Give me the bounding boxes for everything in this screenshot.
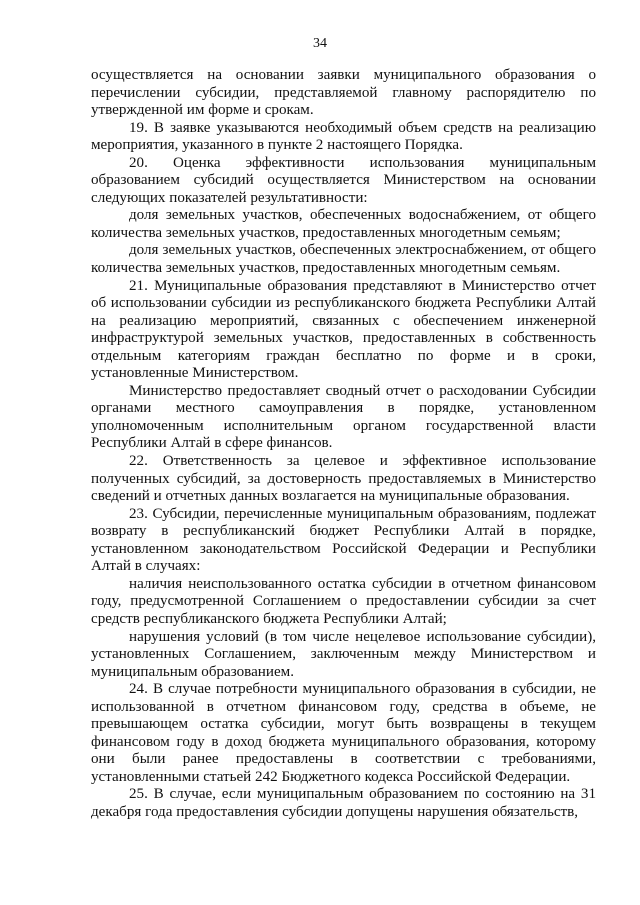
paragraph: 23. Субсидии, перечисленные муниципальным образованиям, подлежат возврату в республиканский бюджет Республики Алтай в порядке, установленном законодательством Российской Федерации и Республики Алтай в случаях: <box>91 505 596 575</box>
paragraph: 24. В случае потребности муниципального образования в субсидии, не использованной в отчетном финансовом году, средства в объеме, не превышающем остатка субсидии, могут быть возвращены в текущем финансовом году в доход бюджета муниципального образования, которому они были ранее предоставлены в соответствии с требованиями, установленными статьей 242 Бюджетного кодекса Российской Федерации. <box>91 681 596 785</box>
paragraph: 22. Ответственность за целевое и эффективное использование полученных субсидий, за достоверность предоставляемых в Министерство сведений и отчетных данных возлагается на муниципальные образования. <box>91 453 596 505</box>
page-number: 34 <box>313 36 327 51</box>
document-body <box>91 67 596 822</box>
paragraph: 25. В случае, если муниципальным образованием по состоянию на 31 декабря года предоставления субсидии допущены нарушения обязательств, <box>91 786 596 820</box>
paragraph: доля земельных участков, обеспеченных водоснабжением, от общего количества земельных участков, предоставленных многодетным семьям; <box>91 207 596 241</box>
paragraph: Министерство предоставляет сводный отчет о расходовании Субсидии органами местного самоуправления в порядке, установленном уполномоченным исполнительным органом государственной власти Республики Алтай в сфере финансов. <box>91 382 596 452</box>
paragraph: осуществляется на основании заявки муниципального образования о перечислении субсидии, представляемой главному распорядителю по утвержденной им форме и срокам. <box>91 67 596 119</box>
paragraph: 20. Оценка эффективности использования муниципальным образованием субсидий осуществляется Министерством на основании следующих показателей результативности: <box>91 154 596 206</box>
paragraph: нарушения условий (в том числе нецелевое использование субсидии), установленных Соглашением, заключенным между Министерством и муниципальным образованием. <box>91 628 596 680</box>
paragraph: 19. В заявке указываются необходимый объем средств на реализацию мероприятия, указанного в пункте 2 настоящего Порядка. <box>91 119 596 154</box>
paragraph: 21. Муниципальные образования представляют в Министерство отчет об использовании субсидии из республиканского бюджета Республики Алтай на реализацию мероприятий, связанных с обеспечением инженерной инфраструктурой земельных участков, предоставленных в собственность отдельным категориям граждан бесплатно по форме и в сроки, установленные Министерством. <box>91 277 596 382</box>
paragraph: доля земельных участков, обеспеченных электроснабжением, от общего количества земельных участков, предоставленных многодетным семьям. <box>91 242 596 277</box>
paragraph: наличия неиспользованного остатка субсидии в отчетном финансовом году, предусмотренной Соглашением о предоставлении субсидии за счет средств республиканского бюджета Республики Алтай; <box>91 575 596 627</box>
